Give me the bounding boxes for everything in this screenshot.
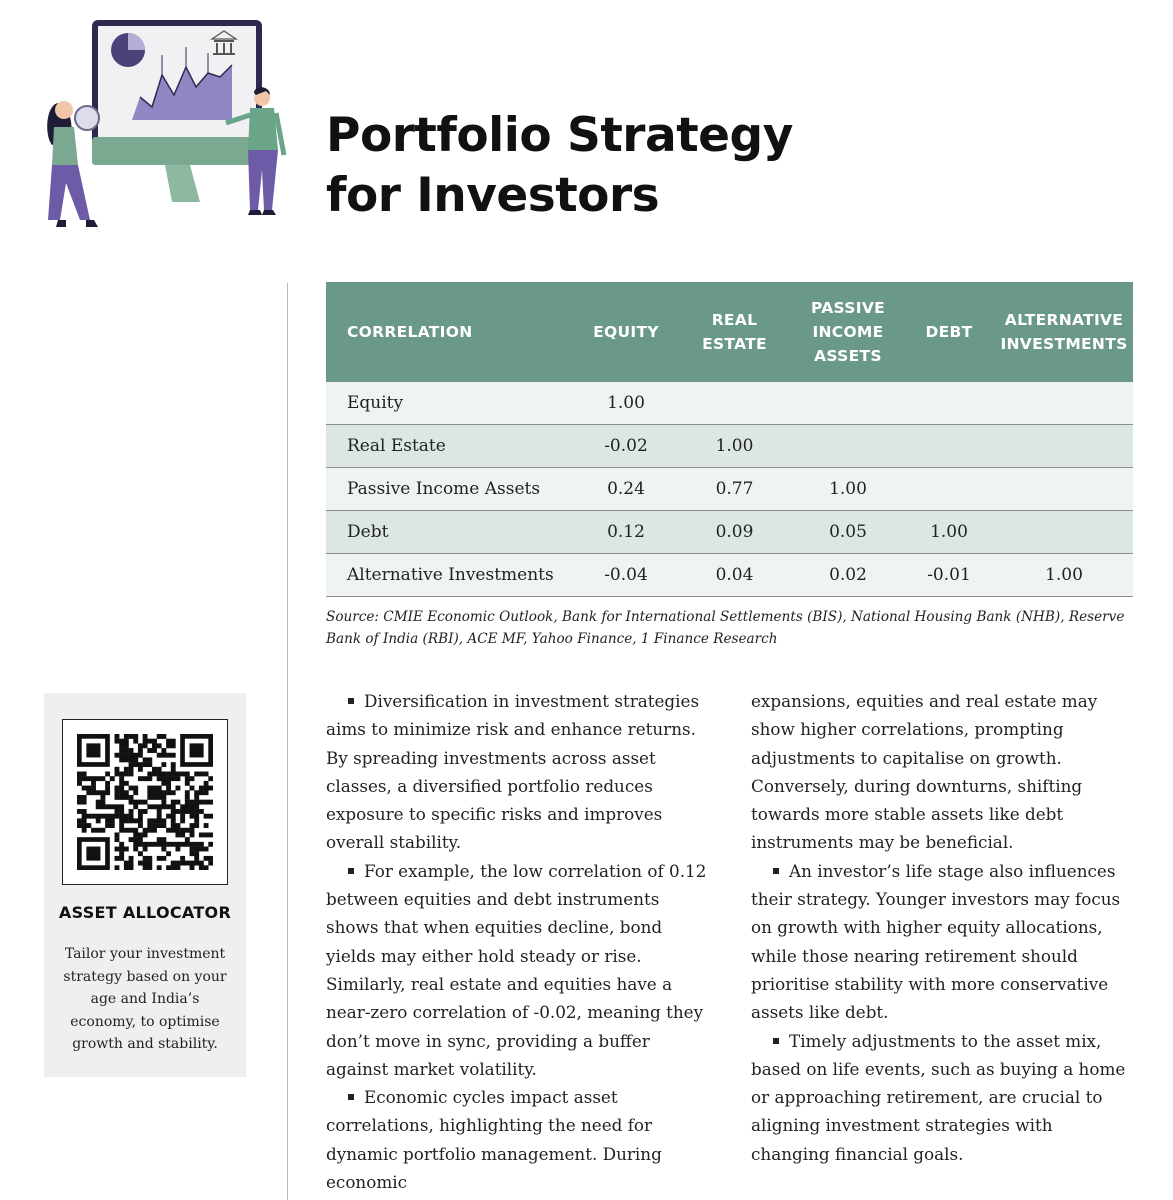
page-title-line1: Portfolio Strategy [326,108,793,163]
table-cell: 0.02 [793,554,903,597]
table-cell [995,382,1133,425]
table-cell: -0.04 [576,554,676,597]
table-cell [793,382,903,425]
table-cell [903,382,995,425]
table-cell [676,382,793,425]
table-cell: 1.00 [793,468,903,511]
table-row [326,511,1133,554]
table-cell [903,468,995,511]
header-real-estate: REAL ESTATE [676,282,793,382]
table-cell: -0.02 [576,425,676,468]
bullet-icon [348,698,354,704]
table-cell: 1.00 [676,425,793,468]
table-cell: 1.00 [576,382,676,425]
paragraph: Economic cycles impact asset correlations, highlighting the need for dynamic portfolio management. During economic [326,1087,662,1193]
table-header-row [326,282,1133,382]
header-debt: DEBT [903,282,995,382]
article-column-left [326,687,711,1196]
table-row [326,425,1133,468]
header-passive-income: PASSIVE INCOME ASSETS [793,282,903,382]
row-label: Passive Income Assets [326,468,576,511]
bullet-icon [773,1038,779,1044]
investors-chart-illustration [40,15,295,235]
paragraph: expansions, equities and real estate may show higher correlations, prompting adjustments to capitalise on growth. Conversely, during downturns, shifting towards more stable assets like debt instruments may be beneficial. [751,691,1098,853]
paragraph: For example, the low correlation of 0.12 between equities and debt instruments shows that when equities decline, bond yields may either hold steady or rise. Similarly, real estate and equities have a near-zero correlation of -0.02, meaning they don’t move in sync, providing a buffer against market volatility. [326,860,707,1079]
row-label: Alternative Investments [326,554,576,597]
bullet-icon [773,868,779,874]
table-cell [793,425,903,468]
sidebar-text: Tailor your investment strategy based on your age and India’s economy, to optimise growth and stability. [63,946,227,1052]
qr-code-icon[interactable] [62,719,228,885]
bullet-icon [348,1094,354,1100]
sidebar-heading: ASSET ALLOCATOR [58,903,232,922]
header-correlation: CORRELATION [326,282,576,382]
table-cell: 0.05 [793,511,903,554]
table-row [326,468,1133,511]
table-cell: 0.04 [676,554,793,597]
page-title-line2: for Investors [326,168,660,223]
header-alternative: ALTERNATIVE INVESTMENTS [995,282,1133,382]
table-cell: 0.12 [576,511,676,554]
source-note: Source: CMIE Economic Outlook, Bank for International Settlements (BIS), National Housing Bank (NHB), Reserve Bank of India (RBI), ACE MF, Yahoo Finance, 1 Finance Research [326,609,1125,647]
paragraph: An investor’s life stage also influences their strategy. Younger investors may focus on growth with higher equity allocations, while those nearing retirement should prioritise stability with more conservative assets like debt. [751,860,1121,1023]
table-row [326,554,1133,597]
column-divider [287,283,288,1200]
table-cell: 0.77 [676,468,793,511]
table-row [326,382,1133,425]
bullet-icon [348,868,354,874]
paragraph: Timely adjustments to the asset mix, based on life events, such as buying a home or approaching retirement, are crucial to aligning investment strategies with changing financial goals. [751,1030,1126,1164]
table-cell: -0.01 [903,554,995,597]
article-column-right [751,687,1136,1168]
row-label: Equity [326,382,576,425]
table-cell: 0.09 [676,511,793,554]
row-label: Debt [326,511,576,554]
page-title [326,106,793,226]
table-cell [995,468,1133,511]
table-cell: 1.00 [903,511,995,554]
table-cell [995,511,1133,554]
table-cell [995,425,1133,468]
header-equity: EQUITY [576,282,676,382]
asset-allocator-sidebar [44,693,246,1077]
row-label: Real Estate [326,425,576,468]
table-cell: 1.00 [995,554,1133,597]
table-cell: 0.24 [576,468,676,511]
correlation-table [326,282,1133,597]
table-cell [903,425,995,468]
paragraph: Diversification in investment strategies aims to minimize risk and enhance returns. By spreading investments across asset classes, a diversified portfolio reduces exposure to specific risks and improves overall stability. [326,691,700,853]
